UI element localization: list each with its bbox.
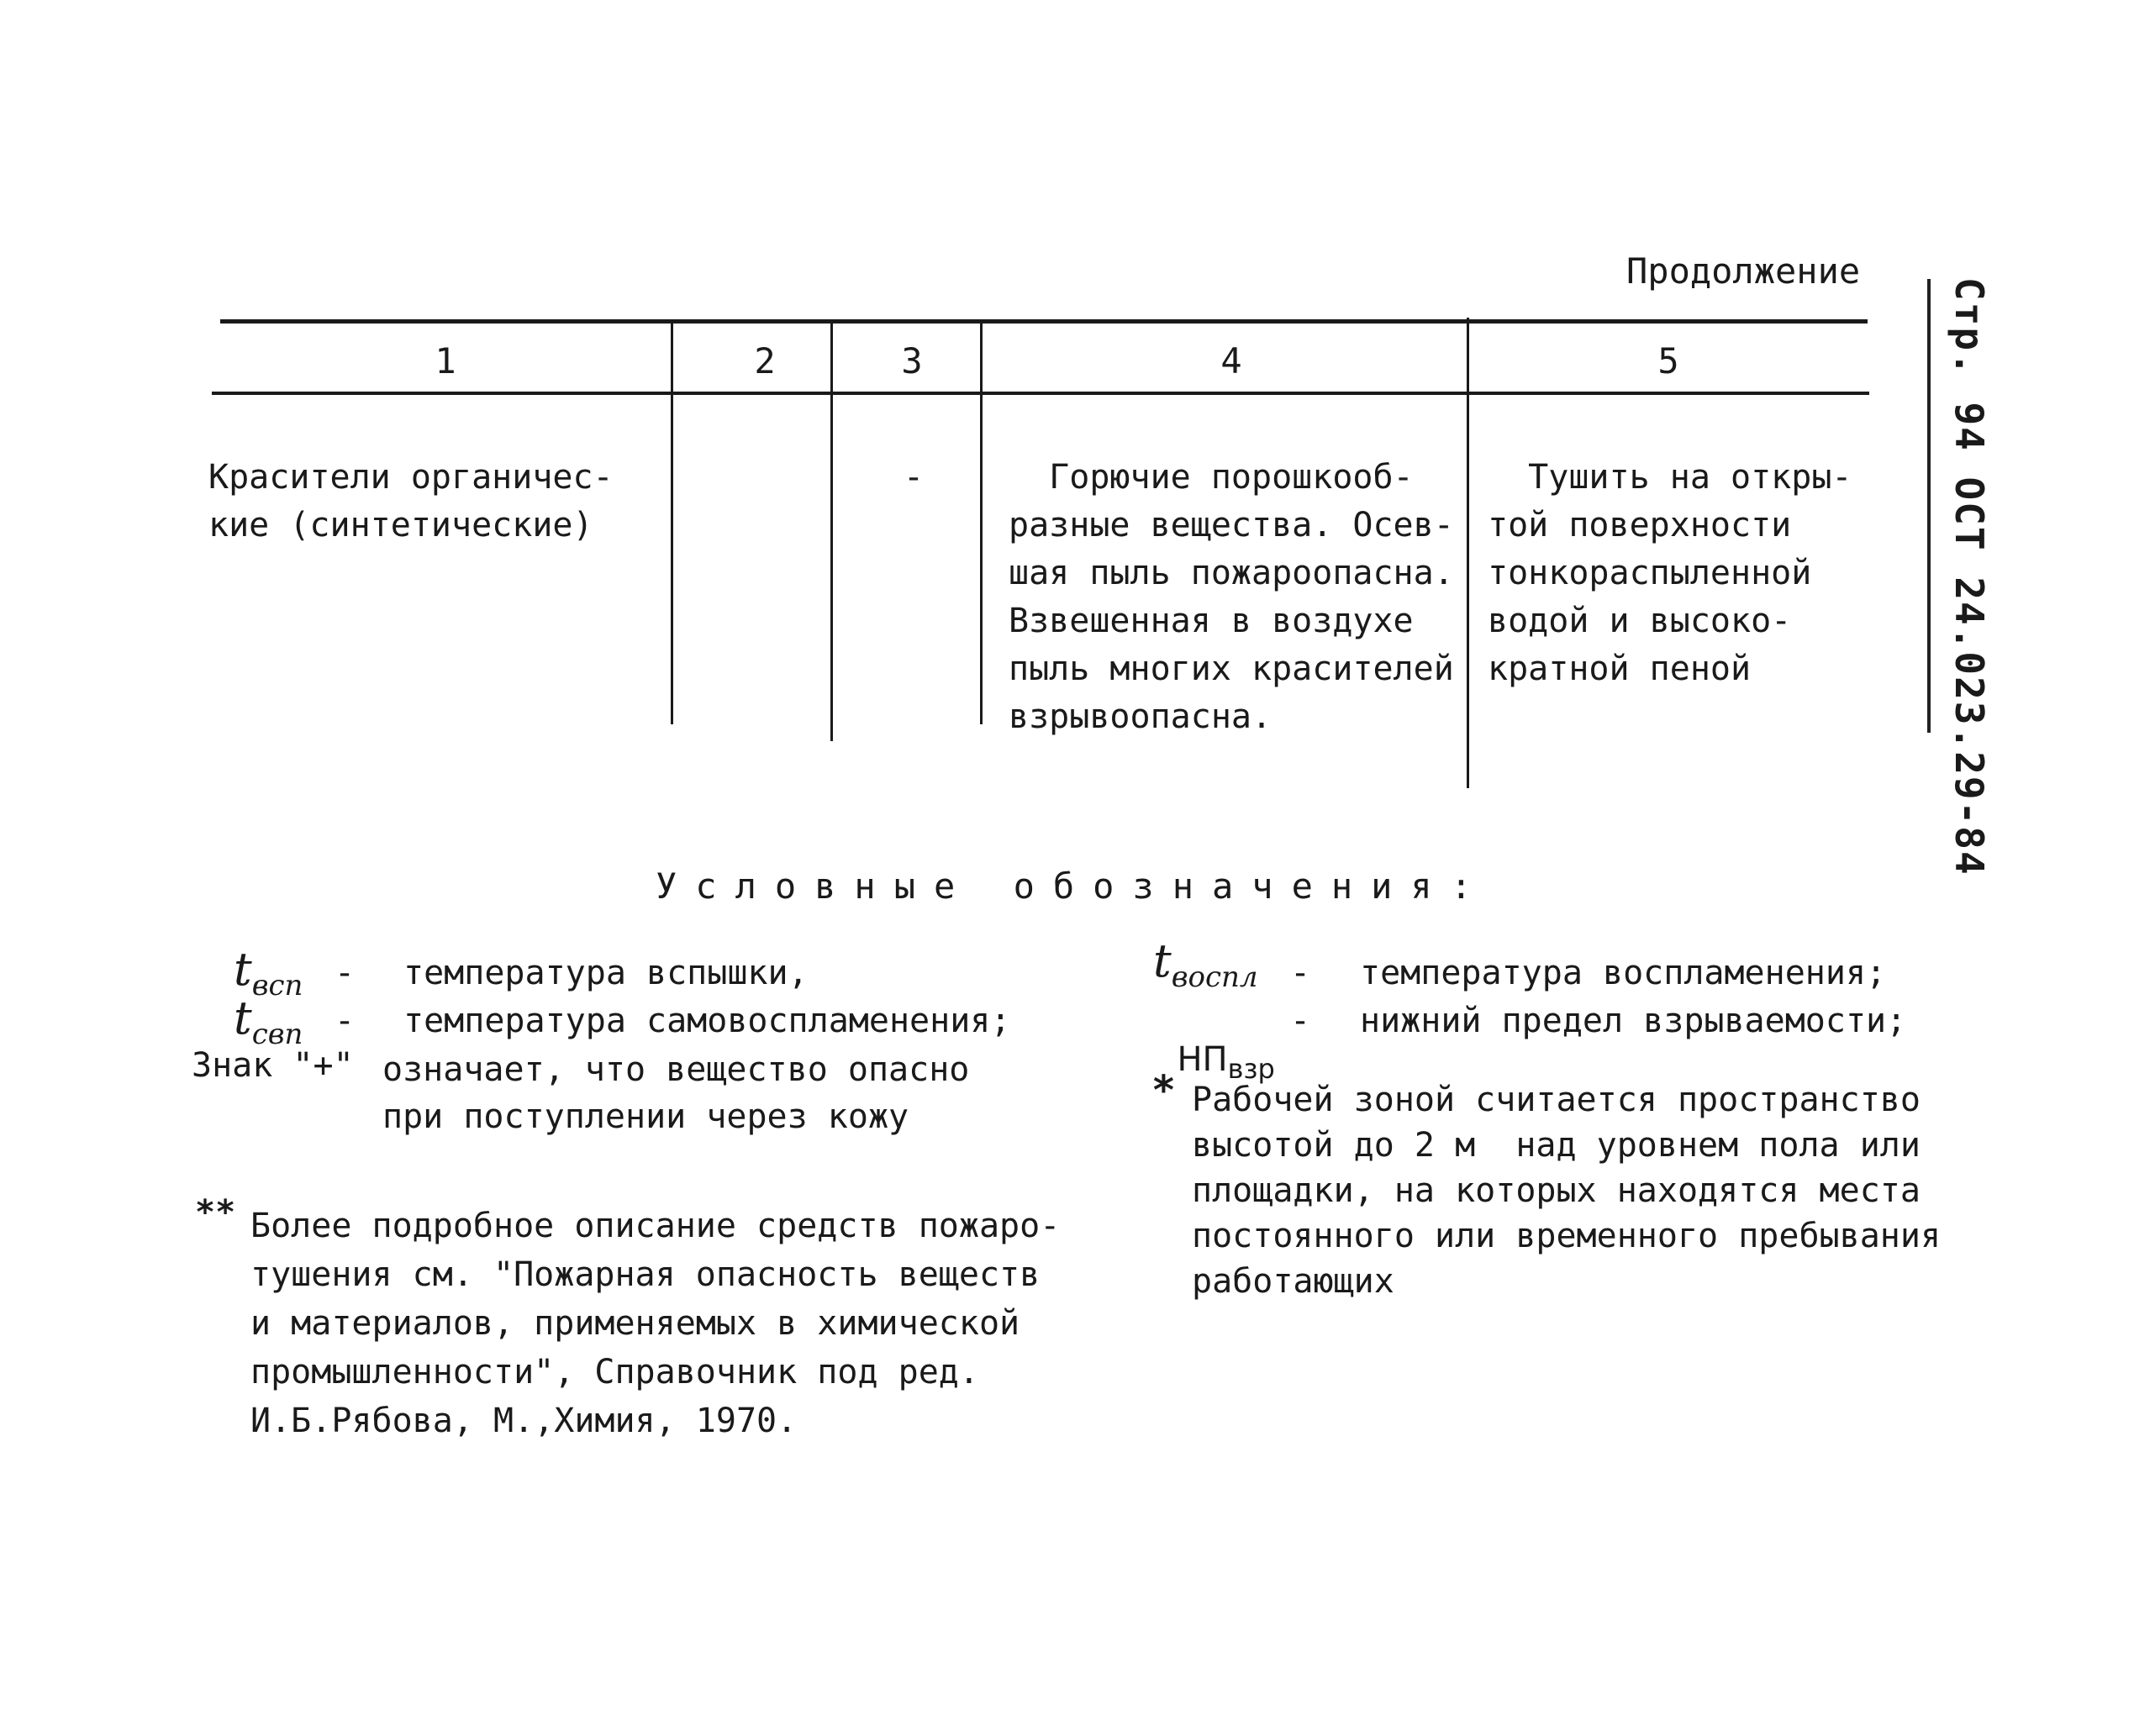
- legend-sign-text: означает, что вещество опасно при поступлении через кожу: [382, 1050, 970, 1136]
- col-number-3: 3: [901, 340, 923, 381]
- legend-dash: -: [335, 1002, 356, 1040]
- legend-text-autoignition: температура самовоспламенения;: [403, 1002, 1011, 1040]
- table-top-rule: [220, 319, 1868, 324]
- legend-text-ignition: температура воспламенения;: [1360, 954, 1887, 992]
- symbol-ignition: $t_{воспл}$: [1153, 934, 1258, 994]
- page-code: Стр. 94 ОСТ 24.023.29-84: [1947, 277, 1992, 876]
- side-code-bar: [1927, 279, 1931, 733]
- symbol-autoignition: $t_{свп}$: [234, 992, 303, 1051]
- continuation-label: Продолжение: [1626, 250, 1861, 292]
- legend-sign-label: Знак "+": [192, 1046, 354, 1085]
- table-col-divider: [830, 321, 833, 741]
- legend-title: Условные обозначения:: [656, 865, 1491, 907]
- table-col-divider: [980, 321, 983, 724]
- legend-text-explosion-limit: нижний предел взрываемости;: [1360, 1002, 1907, 1040]
- table-cell-substance: Красители органичес- кие (синтетические): [208, 458, 614, 544]
- table-header-rule: [212, 392, 1869, 395]
- table-col-divider: [1467, 318, 1469, 788]
- legend-dash: -: [1290, 954, 1311, 992]
- table-cell-col3: -: [904, 458, 925, 497]
- note-double-star-text: Более подробное описание средств пожаро- тушения см. "Пожарная опасность веществ и материалов, применяемых в химической промышленности", Справочник под ред. И.Б.Рябова, М.,Химия, 1970.: [250, 1207, 1061, 1440]
- legend-text-flash-point: температура вспышки,: [403, 954, 809, 992]
- symbol-lower-explosion-limit: $НП_{взр}$: [1177, 1040, 1275, 1085]
- legend-dash: -: [1290, 1002, 1311, 1040]
- col-number-1: 1: [435, 340, 456, 381]
- note-double-star-marker: **: [195, 1193, 236, 1232]
- col-number-4: 4: [1220, 340, 1242, 381]
- col-number-2: 2: [754, 340, 776, 381]
- table-cell-hazard: Горючие порошкооб- разные вещества. Осев- шая пыль пожароопасна. Взвешенная в воздухе пыль многих красителей взрывоопасна.: [1009, 458, 1454, 736]
- legend-dash: -: [335, 954, 356, 992]
- table-cell-extinguishing: Тушить на откры- той поверхности тонкораспыленной водой и высоко- кратной пеной: [1488, 458, 1852, 688]
- symbol-flash-point: $t_{всп}$: [234, 943, 303, 1002]
- note-star-text: Рабочей зоной считается пространство высотой до 2 м над уровнем пола или площадки, на которых находятся места постоянного или временного пребывания работающих: [1192, 1081, 1942, 1301]
- table-col-divider: [671, 321, 673, 724]
- note-star-marker: *: [1151, 1067, 1176, 1114]
- col-number-5: 5: [1657, 340, 1679, 381]
